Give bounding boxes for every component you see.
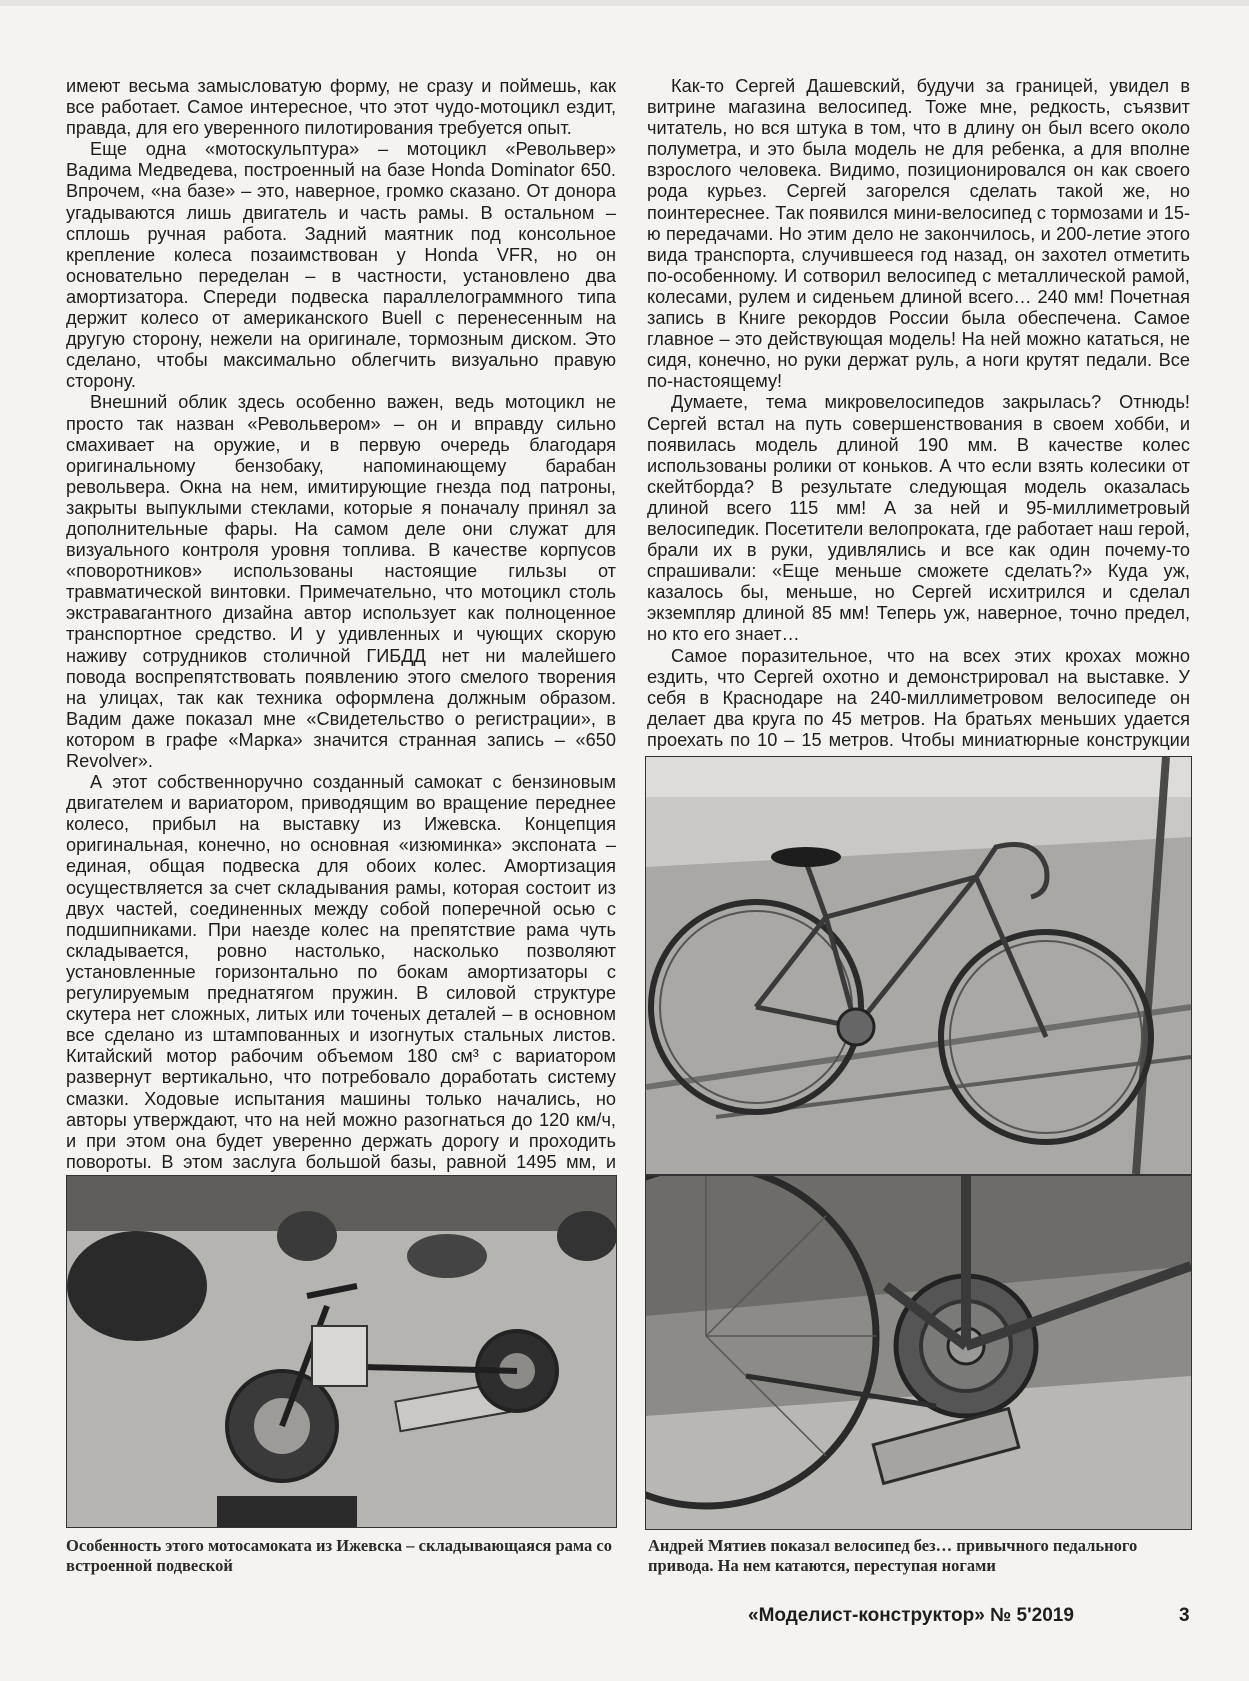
left-paragraph-3: Внешний облик здесь особенно важен, ведь мотоцикл не просто так назван «Револьвером» – он и вправду сильно смахивает на оружие, и в первую очередь благодаря оригинальному бензобаку, напоминающему барабан револьвера. Окна на нем, имитирующие гнезда под патроны, закрыты выпуклыми стеклами, которые я поначалу принял за дополнительные фары. На самом деле они служат для визуального контроля уровня топлива. В качестве корпусов «поворотников» использованы настоящие гильзы от травматической винтовки. Примечательно, что мотоцикл столь экстравагантного дизайна автор использует как полноценное транспортное средство. И у удивленных и чующих скорую наживу сотрудников столичной ГИБДД нет ни малейшего повода воспрепятствовать появлению этого смелого творения на улицах, так как техника оформлена должным образом. Вадим даже показал мне «Свидетельство о регистрации», в котором в графе «Марка» значится странная запись – «650 Revolver». [66,392,616,771]
right-paragraph-1: Как-то Сергей Дашевский, будучи за границей, увидел в витрине магазина велосипед. Тоже мне, редкость, съязвит читатель, но вся штука в том, что в длину он был всего около полуметра, и это была модель не для ребенка, а для вполне взрослого человека. Видимо, позиционировался он как своего рода курьез. Сергей загорелся сделать такой же, но поинтереснее. Так появился мини-велосипед с тормозами и 15-ю передачами. Но этим дело не закончилось, и 200-летие этого вида транспорта, случившееся год назад, он захотел отметить по-особенному. И сотворил велосипед с металлической рамой, колесами, рулем и сиденьем длиной всего… 240 мм! Почетная запись в Книге рекордов России была обеспечена. Самое главное – это действующая модель! На ней можно кататься, не сидя, конечно, но руки держат руль, а ноги крутят педали. Все по-настоящему! [647,76,1190,392]
page-number: 3 [1179,1605,1190,1626]
left-column [66,76,616,1194]
bicycle-caption: Андрей Мятиев показал велосипед без… привычного педального привода. На нем катаются, переступая ногами [648,1536,1138,1575]
left-paragraph-4: А этот собственноручно созданный самокат с бензиновым двигателем и вариатором, приводящим во вращение переднее колесо, прибыл на выставку из Ижевска. Концепция оригинальная, конечно, но основная «изюминка» экспоната – единая, общая подвеска для обоих колес. Амортизация осуществляется за счет складывания рамы, которая состоит из двух частей, соединенных между собой поперечной осью с подшипниками. При наезде колес на препятствие рама чуть складывается, ровно настолько, насколько позволяют установленные горизонтально по бокам амортизаторы с регулируемым преднатягом пружин. В силовой структуре скутера нет сложных, литых или точеных деталей – в основном все сделано из штампованных и изогнутых стальных листов. Китайский мотор рабочим объемом 180 см³ с вариатором развернут вертикально, что потребовало доработать систему смазки. Ходовые испытания машины только начались, но авторы утверждают, что на ней можно разогнаться до 120 км/ч, и при этом она будет уверенно держать дорогу и проходить повороты. В этом заслуга большой базы, равной 1495 мм, и [66,772,616,1172]
bicycle-photo [645,756,1192,1175]
magazine-title: «Моделист-конструктор» № 5'2019 [748,1605,1074,1626]
right-paragraph-3: Самое поразительное, что на всех этих крохах можно ездить, что Сергей охотно и демонстрировал на выставке. У себя в Краснодаре на 240-миллиметровом велосипеде он делает два круга по 45 метров. На братьях меньших удается проехать по 10 – 15 метров. Чтобы миниатюрные конструкции [647,645,1190,750]
scooter-photo [66,1175,617,1528]
top-edge [0,0,1249,6]
bicycle-closeup-photo [645,1175,1192,1530]
right-paragraph-2: Думаете, тема микровелосипедов закрылась? Отнюдь! Сергей встал на путь совершенствования в своем хобби, и появилась модель длиной 190 мм. В качестве колес использованы ролики от коньков. А что если взять колесики от скейтборда? В результате следующая модель оказалась длиной всего 115 мм! А за ней и 95-миллиметровый велосипедик. Посетители велопроката, где работает наш герой, брали их в руки, удивлялись и все как один почему-то спрашивали: «Еще меньше сможете сделать?» Куда уж, казалось бы, меньше, но Сергей исхитрился и сделал экземпляр длиной 85 мм! Теперь уж, наверное, точно предел, но кто его знает… [647,392,1190,645]
scooter-caption: Особенность этого мотосамоката из Ижевска – складывающаяся рама со встроенной подвеской [66,1536,612,1575]
right-column [647,76,1190,772]
left-paragraph-2: Еще одна «мотоскульптура» – мотоцикл «Револьвер» Вадима Медведева, построенный на базе Honda Dominator 650. Впрочем, «на базе» – это, наверное, громко сказано. От донора угадываются лишь двигатель и часть рамы. В остальном – сплошь ручная работа. Задний маятник под консольное крепление колеса позаимствован у Honda VFR, но он основательно переделан – в частности, установлено два амортизатора. Спереди подвеска параллелограммного типа держит колесо от американского Buell с перенесенным на другую сторону, нежели на оригинале, тормозным диском. Это сделано, чтобы максимально облегчить визуально правую сторону. [66,139,616,392]
left-paragraph-1: имеют весьма замысловатую форму, не сразу и поймешь, как все работает. Самое интересное, что этот чудо-мотоцикл ездит, правда, для его уверенного пилотирования требуется опыт. [66,76,616,139]
